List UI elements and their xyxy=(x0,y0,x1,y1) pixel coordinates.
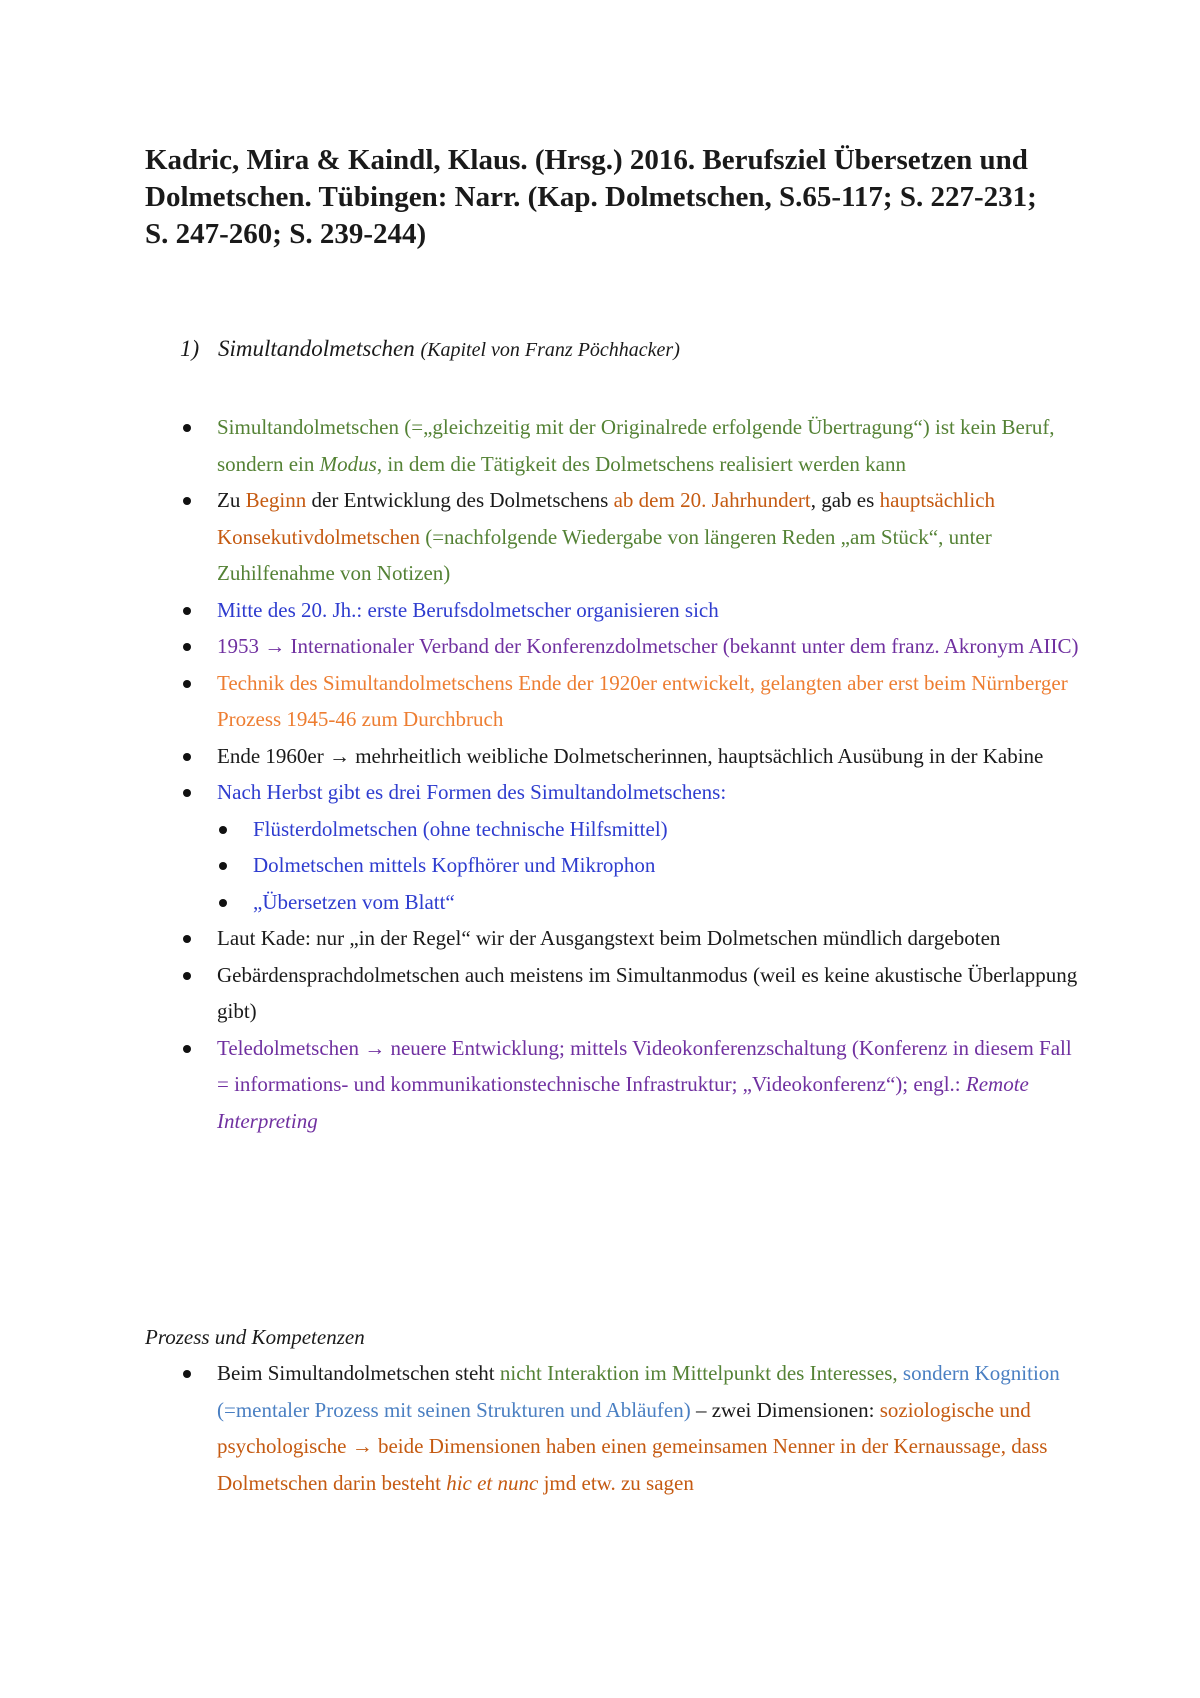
sub-list-item xyxy=(180,811,1080,848)
section-heading-simultandolmetschen xyxy=(180,334,680,365)
bullet-icon xyxy=(183,1370,191,1378)
list-item xyxy=(180,738,1080,775)
list-item xyxy=(180,628,1080,665)
text-segment: sondern Kognition (=mentaler Prozess mit seinen Strukturen und Abläufen) xyxy=(217,1361,1060,1422)
text-segment: Beim Simultandolmetschen steht xyxy=(217,1361,500,1385)
text-segment: Zu xyxy=(217,488,246,512)
text-segment: (=nachfolgende Wiedergabe von längeren Reden „am Stück“, unter Zuhilfenahme von Notizen) xyxy=(217,524,992,585)
bullet-list-prozess xyxy=(180,1355,1080,1501)
bullet-icon xyxy=(183,680,191,688)
list-item xyxy=(180,482,1080,592)
text-segment: – zwei Dimensionen: xyxy=(690,1397,880,1422)
bullet-icon xyxy=(219,899,227,907)
text-segment: Ende 1960er → mehrheitlich weibliche Dolmetscherinnen, hauptsächlich Ausübung in der Kabine xyxy=(217,743,1044,768)
text-segment: Modus xyxy=(319,451,377,476)
text-segment: nicht Interaktion im Mittelpunkt des Interesses, xyxy=(499,1361,898,1385)
bullet-icon xyxy=(183,497,191,505)
text-segment: der Entwicklung des Dolmetschens xyxy=(306,488,614,512)
list-item xyxy=(180,774,1080,811)
text-segment: Beginn xyxy=(245,488,307,512)
text-segment: Mitte des 20. Jh.: erste Berufsdolmetscher organisieren sich xyxy=(217,597,719,622)
sub-list-item xyxy=(180,847,1080,884)
list-item xyxy=(180,920,1080,957)
text-segment: hauptsächlich Konsekutivdolmetschen xyxy=(217,488,996,549)
text-segment: Flüsterdolmetschen (ohne technische Hilfsmittel) xyxy=(253,816,668,841)
bullet-icon xyxy=(219,862,227,870)
bullet-icon xyxy=(183,753,191,761)
text-segment: „Übersetzen vom Blatt“ xyxy=(253,889,455,914)
text-segment: , in dem die Tätigkeit des Dolmetschens realisiert werden kann xyxy=(376,451,906,476)
text-segment: hic et nunc xyxy=(446,1470,539,1495)
list-item xyxy=(180,409,1080,482)
text-segment: Simultandolmetschen (=„gleichzeitig mit der Originalrede erfolgende Übertragung“) ist kein Beruf, sondern ein xyxy=(217,415,1055,476)
bullet-icon xyxy=(183,424,191,432)
list-item xyxy=(180,1030,1080,1140)
list-item xyxy=(180,1355,1080,1501)
text-segment: 1953 → Internationaler Verband der Konferenzdolmetscher (bekannt unter dem franz. Akronym AIIC) xyxy=(217,634,1079,658)
bullet-icon xyxy=(219,826,227,834)
list-item xyxy=(180,592,1080,629)
text-segment: Remote Interpreting xyxy=(217,1072,1029,1133)
bullet-icon xyxy=(183,972,191,980)
bullet-icon xyxy=(183,607,191,615)
text-segment: Dolmetschen mittels Kopfhörer und Mikrophon xyxy=(253,853,656,877)
text-segment: ab dem 20. Jahrhundert xyxy=(613,488,811,512)
text-segment: Gebärdensprachdolmetschen auch meistens im Simultanmodus (weil es keine akustische Überlappung gibt) xyxy=(217,962,1078,1023)
text-segment: Laut Kade: nur „in der Regel“ wir der Ausgangstext beim Dolmetschen mündlich dargeboten xyxy=(217,926,1001,950)
list-item xyxy=(180,665,1080,738)
text-segment: Teledolmetschen → neuere Entwicklung; mittels Videokonferenzschaltung (Konferenz in diesem Fall = informations- und kommunikationstechnische Infrastruktur; „Videokonferenz“); engl.: xyxy=(217,1035,1072,1096)
section-heading-prozess: Prozess und Kompetenzen xyxy=(145,1325,365,1349)
text-segment: soziologische und psychologische → beide Dimensionen haben einen gemeinsamen Nenner in der Kernaussage, dass Dolmetschen darin besteht xyxy=(217,1397,1048,1495)
document-title: Kadric, Mira & Kaindl, Klaus. (Hrsg.) 2016. Berufsziel Übersetzen und Dolmetschen. Tübingen: Narr. (Kap. Dolmetschen, S.65-117; S. 227-231; S. 247-260; S. 239-244) xyxy=(145,144,1037,250)
bullet-icon xyxy=(183,643,191,651)
text-segment: jmd etw. zu sagen xyxy=(538,1470,694,1495)
bullet-icon xyxy=(183,789,191,797)
sub-list-item xyxy=(180,884,1080,921)
section-subtitle: (Kapitel von Franz Pöchhacker) xyxy=(420,339,680,361)
section-title: Simultandolmetschen xyxy=(218,336,415,361)
list-item xyxy=(180,957,1080,1030)
bullet-icon xyxy=(183,1045,191,1053)
text-segment: , gab es xyxy=(810,488,880,512)
bullet-list-simultandolmetschen xyxy=(180,409,1080,1139)
text-segment: Nach Herbst gibt es drei Formen des Simultandolmetschens: xyxy=(217,780,727,804)
text-segment: Technik des Simultandolmetschens Ende der 1920er entwickelt, gelangten aber erst beim Nürnberger Prozess 1945-46 zum Durchbruch xyxy=(217,670,1068,731)
bullet-icon xyxy=(183,935,191,943)
section-number: 1) xyxy=(180,336,200,361)
